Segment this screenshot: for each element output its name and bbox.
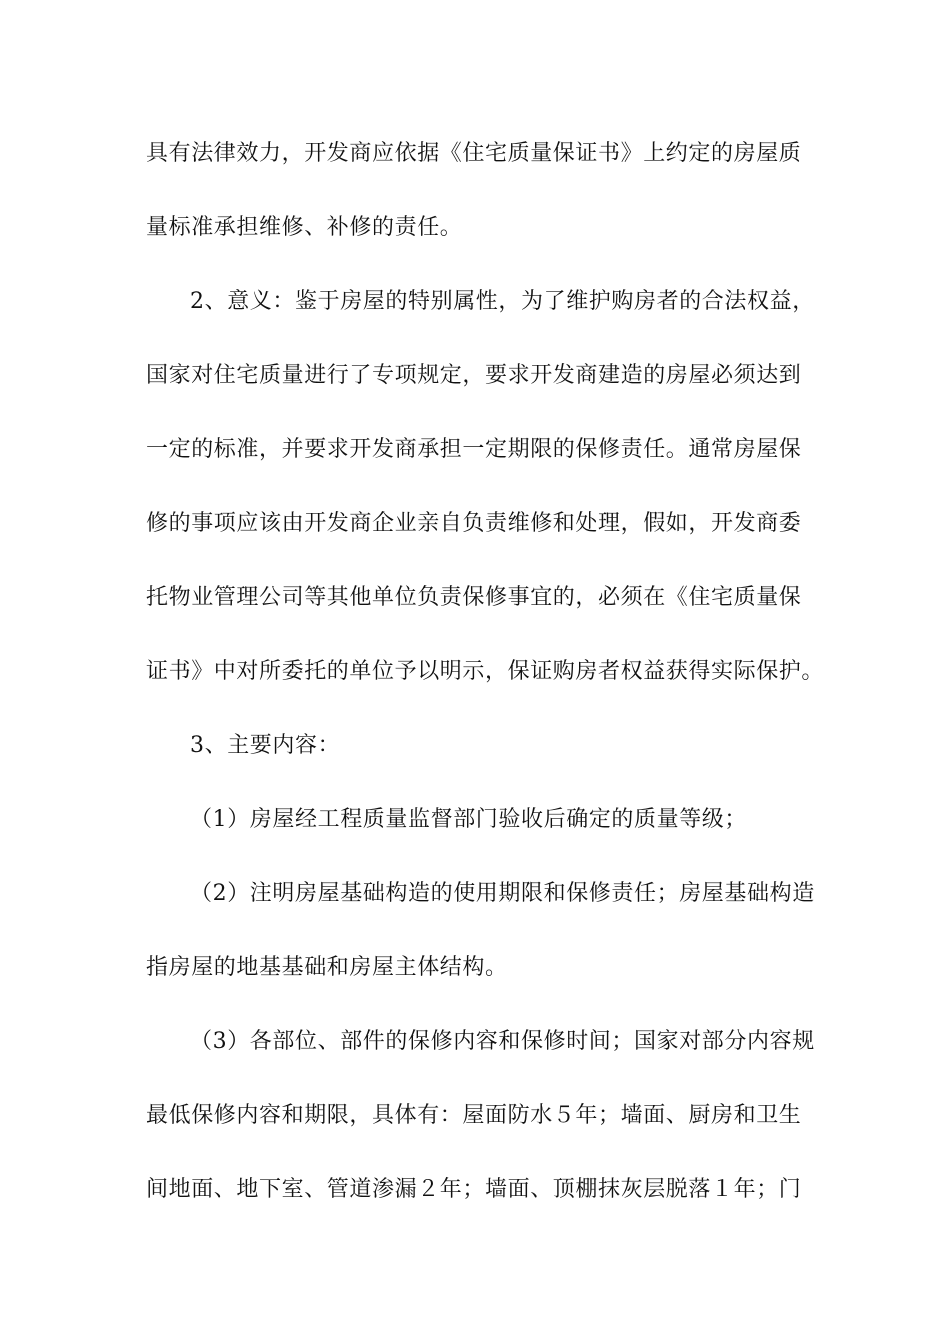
body-text-line: 最低保修内容和期限，具体有：屋面防水５年；墙面、厨房和卫生 bbox=[146, 1103, 802, 1128]
section-3-heading: 3、主要内容： bbox=[190, 733, 341, 758]
body-text-line: 国家对住宅质量进行了专项规定，要求开发商建造的房屋必须达到 bbox=[146, 363, 802, 388]
body-text-line: 修的事项应该由开发商企业亲自负责维修和处理，假如，开发商委 bbox=[146, 511, 802, 536]
list-item-1: （1）房屋经工程质量监督部门验收后确定的质量等级； bbox=[190, 807, 747, 832]
list-item-2: （2）注明房屋基础构造的使用期限和保修责任；房屋基础构造 bbox=[190, 881, 815, 906]
paragraph-2-heading-line: 2、意义：鉴于房屋的特别属性，为了维护购房者的合法权益， bbox=[190, 289, 815, 314]
body-text-line: 一定的标准，并要求开发商承担一定期限的保修责任。通常房屋保 bbox=[146, 437, 802, 462]
body-text-line: 托物业管理公司等其他单位负责保修事宜的，必须在《住宅质量保 bbox=[146, 585, 802, 610]
body-text-line: 间地面、地下室、管道渗漏２年；墙面、顶棚抹灰层脱落１年；门 bbox=[146, 1177, 802, 1202]
body-text-line: 具有法律效力，开发商应依据《住宅质量保证书》上约定的房屋质 bbox=[146, 141, 802, 166]
list-item-3: （3）各部位、部件的保修内容和保修时间；国家对部分内容规 bbox=[190, 1029, 815, 1054]
body-text-line: 量标准承担维修、补修的责任。 bbox=[146, 215, 463, 240]
body-text-line: 指房屋的地基基础和房屋主体结构。 bbox=[146, 955, 508, 980]
body-text-line: 证书》中对所委托的单位予以明示，保证购房者权益获得实际保护。 bbox=[146, 659, 825, 684]
